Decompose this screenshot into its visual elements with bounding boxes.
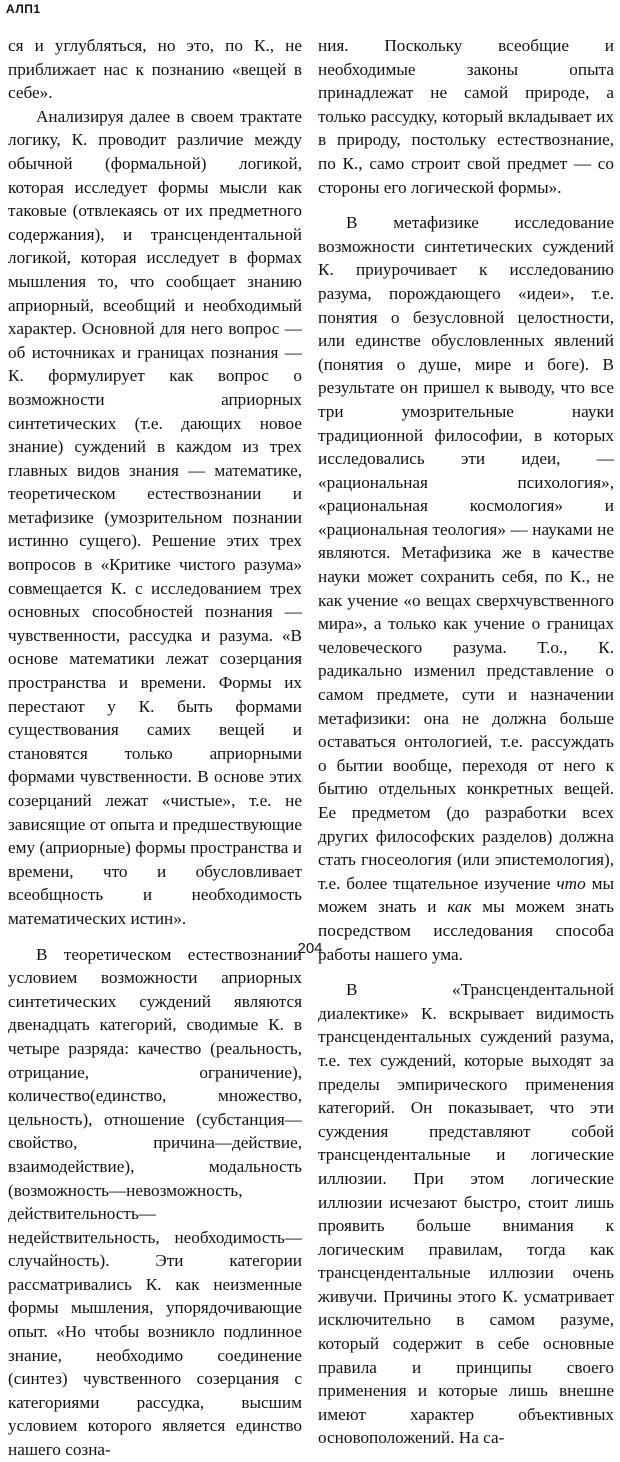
paragraph: ния. Поскольку всеобщие и необходимые законы опыта принадлежат не самой природе, а только рассудку, который вкладывает их в природу, постольку естествознание, по К., само строит свой предмет — со стороны его логической формы». [318, 36, 614, 197]
paragraph: ся и углубляться, но это, по К., не приближает нас к познанию «вещей в себе». [8, 36, 302, 103]
emphasis-how: как [447, 897, 472, 917]
paragraph-text: мы можем знать и [318, 873, 615, 917]
paragraph: В теоретическом естествознании условием возможности априорных синтетических суждений являются двенадцать категорий, сводимые К. в четыре разряда: качество (реальность, отрицание, ограничение), количество(единство, множество, цельность), отношение (субстанция—свойство, причина—действие, взаимодействие), модальность (возможность—невозможность, действительность—недействительность, необходимость—случайность). Эти категории рассматривались К. как неизменные формы мышления, упорядочивающие опыт. «Но чтобы возникло подлинное знание, необходимо соединение (синтез) чувственного созерцания с категориями рассудка, высшим условием которого является единство нашего созна- [8, 944, 302, 1460]
right-column [318, 34, 614, 1450]
paragraph: В «Трансцендентальной диалектике» К. вскрывает видимость трансцендентальных суждений разума, т.е. тех суждений, которые выходят за пределы эмпирического применения категорий. Он показывает, что эти суждения представляют собой трансцендентальные и логические иллюзии. При этом логические иллюзии исчезают быстро, стоит лишь проявить больше внимания к логическим правилам, тогда как трансцендентальные иллюзии очень живучи. Причины этого К. усматривает исключительно в самом разуме, который содержит в себе основные правила и принципы своего применения и которые лишь внешне имеют характер объективных основоположений. На са- [318, 980, 614, 1448]
paragraph-text: В метафизике исследование возможности синтетических суждений К. приурочивает к исследованию разума, порождающего «идеи», т.е. понятия о безусловной целостности, или единстве обусловленных явлений (понятия о душе, мире и боге). В результате он пришел к выводу, что все три умозрительные науки традиционной философии, в которых исследовались эти идеи, — «рациональная психология», «рациональная космология» и «рациональная теология» — науками не являются. Метафизика же в качестве науки может сохранить себя, по К., не как учение «о вещах сверхчувственного мира», а только как учение о границах человеческого разума. Т.о., К. радикально изменил представление о самом предмете, сути и назначении метафизики: она не должна больше оставаться онтологией, т.е. рассуждать о бытии вообще, переходя от него к бытию отдельных конкретных вещей. Ее предметом (до разработки всех других философских разделов) должна стать гносеология (или эпистемология), т.е. более тщательное изучение [318, 213, 614, 893]
paragraph [318, 211, 614, 966]
page-number: 204 [297, 940, 323, 957]
paragraph: Анализируя далее в своем трактате логику, К. проводит различие между обычной (формальной) логикой, которая исследует формы мысли как таковые (отвлекаясь от их предметного содержания), и трансцендентальной логикой, которая исследует в формах мышления то, что сообщает знанию априорный, всеобщий и необходимый характер. Основной для него вопрос — об источниках и границах познания — К. формулирует как вопрос о возможности априорных синтетических (т.е. дающих новое знание) суждений в каждом из трех главных видов знания — математике, теоретическом естествознании и метафизике (умозрительном познании истинно сущего). Решение этих трех вопросов в «Критике чистого разума» совмещается К. с исследованием трех основных способностей познания — чувственности, рассудка и разума. «В основе математики лежат созерцания пространства и времени. Формы их перестают у К. быть формами существования самих вещей и становятся только априорными формами чувственности. В основе этих созерцаний лежат «чистые», т.е. не зависящие от опыта и предшествующие ему (априорные) формы пространства и времени, что и обусловливает всеобщность и необходимость математических истин». [8, 106, 302, 928]
emphasis-what: что [556, 873, 586, 893]
running-head: АЛП1 [6, 2, 41, 16]
left-column [8, 34, 302, 1462]
paragraph-text: мы можем знать посредством исследования способа работы нашего ума. [318, 897, 614, 964]
